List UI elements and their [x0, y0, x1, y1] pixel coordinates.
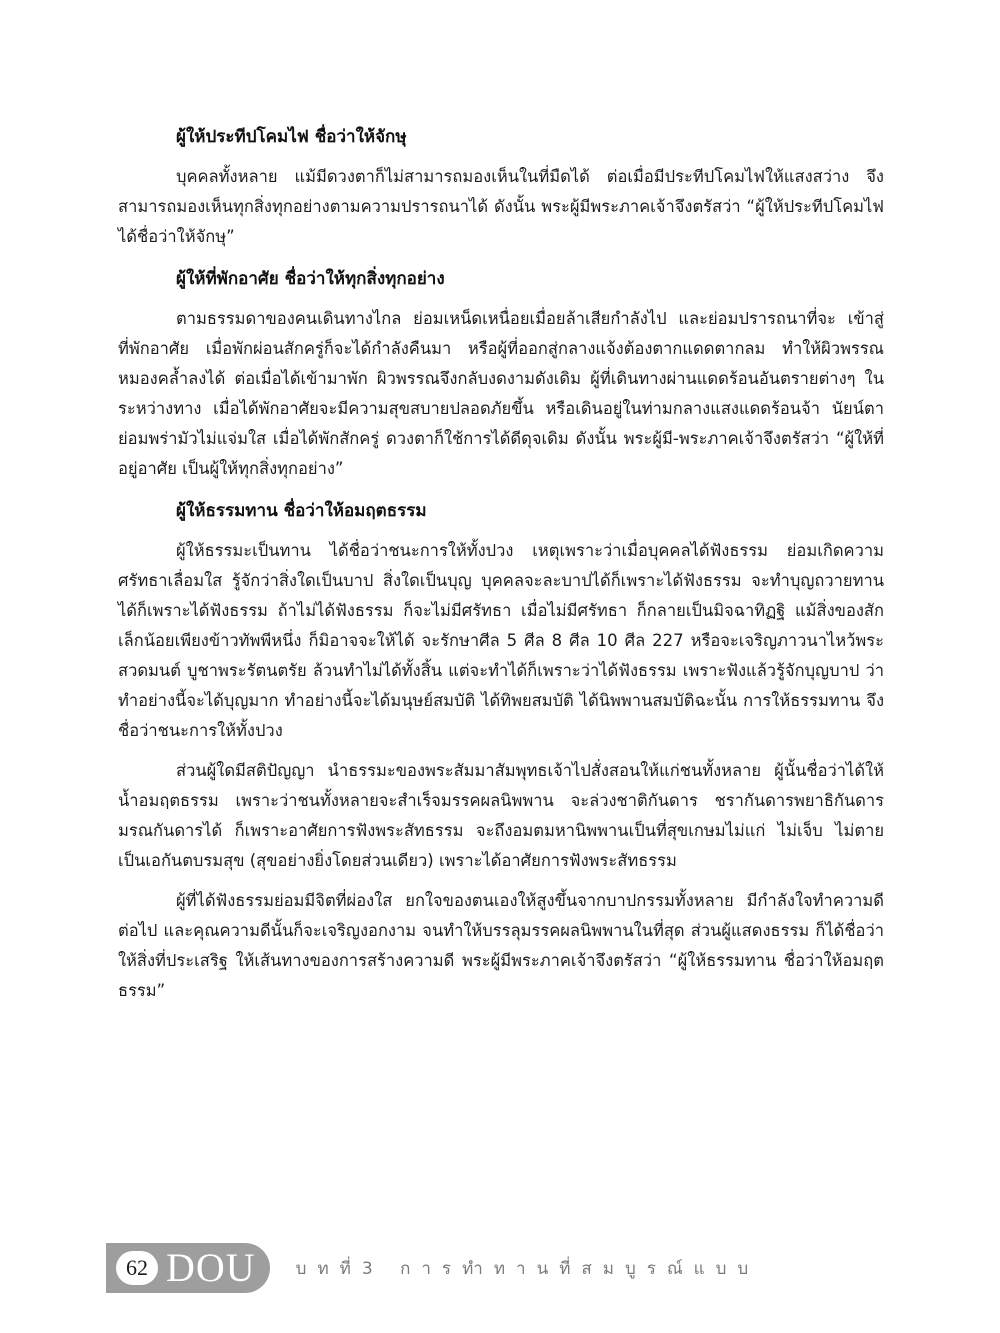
section-lamp-giving [118, 122, 884, 252]
footer-badge [106, 1243, 270, 1293]
page-body [118, 122, 884, 1016]
section-shelter-giving [118, 264, 884, 484]
page-number: 62 [116, 1251, 158, 1285]
page-footer [106, 1243, 759, 1293]
paragraph: ผู้ให้ธรรมะเป็นทาน ได้ชื่อว่าชนะการให้ทั้งปวง เหตุเพราะว่าเมื่อบุคคลได้ฟังธรรม ย่อมเกิดความศรัทธาเลื่อมใส รู้จักว่าสิ่งใดเป็นบาป สิ่งใดเป็นบุญ บุคคลจะละบาปได้ก็เพราะได้ฟังธรรม จะทำบุญถวายทานได้ก็เพราะได้ฟังธรรม ถ้าไม่ได้ฟังธรรม ก็จะไม่มีศรัทธา เมื่อไม่มีศรัทธา ก็กลายเป็นมิจฉาทิฏฐิ แม้สิ่งของสักเล็กน้อยเพียงข้าวทัพพีหนึ่ง ก็มิอาจจะให้ได้ จะรักษาศีล 5 ศีล 8 ศีล 10 ศีล 227 หรือจะเจริญภาวนาไหว้พระสวดมนต์ บูชาพระรัตนตรัย ล้วนทำไม่ได้ทั้งสิ้น แต่จะทำได้ก็เพราะว่าได้ฟังธรรม เพราะฟังแล้วรู้จักบุญบาป ว่าทำอย่างนี้จะได้บุญมาก ทำอย่างนี้จะได้มนุษย์สมบัติ ได้ทิพยสมบัติ ได้นิพพานสมบัติฉะนั้น การให้ธรรมทาน จึงชื่อว่าชนะการให้ทั้งปวง [118, 541, 884, 740]
paragraph: ส่วนผู้ใดมีสติปัญญา นำธรรมะของพระสัมมาสัมพุทธเจ้าไปสั่งสอนให้แก่ชนทั้งหลาย ผู้นั้นชื่อว่าได้ให้น้ำอมฤตธรรม เพราะว่าชนทั้งหลายจะสำเร็จมรรคผลนิพพาน จะล่วงชาติกันดาร ชรากันดารพยาธิกันดาร มรณกันดารได้ ก็เพราะอาศัยการฟังพระสัทธรรม จะถึงอมตมหานิพพานเป็นที่สุขเกษมไม่แก่ ไม่เจ็บ ไม่ตาย เป็นเอกันตบรมสุข (สุขอย่างยิ่งโดยส่วนเดียว) เพราะได้อาศัยการฟังพระสัทธรรม [118, 761, 884, 870]
paragraph: บุคคลทั้งหลาย แม้มีดวงตาก็ไม่สามารถมองเห็นในที่มืดได้ ต่อเมื่อมีประทีปโคมไฟให้แสงสว่าง จึงสามารถมองเห็นทุกสิ่งทุกอย่างตามความปรารถนาได้ ดังนั้น พระผู้มีพระภาคเจ้าจึงตรัสว่า “ผู้ให้ประทีปโคมไฟ ได้ชื่อว่าให้จักษุ” [118, 167, 884, 246]
chapter-title: บทที่3 การทำทานที่สมบูรณ์แบบ [295, 1258, 760, 1279]
paragraph: ผู้ที่ได้ฟังธรรมย่อมมีจิตที่ผ่องใส ยกใจของตนเองให้สูงขึ้นจากบาปกรรมทั้งหลาย มีกำลังใจทำความดีต่อไป และคุณความดีนั้นก็จะเจริญงอกงาม จนทำให้บรรลุมรรคผลนิพพานในที่สุด ส่วนผู้แสดงธรรม ก็ได้ชื่อว่าให้สิ่งที่ประเสริฐ ให้เส้นทางของการสร้างความดี พระผู้มีพระภาคเจ้าจึงตรัสว่า “ผู้ให้ธรรมทาน ชื่อว่าให้อมฤตธรรม” [118, 891, 884, 1000]
section-dhamma-giving [118, 496, 884, 1006]
section-heading: ผู้ให้ประทีปโคมไฟ ชื่อว่าให้จักษุ [176, 127, 407, 147]
paragraph: ตามธรรมดาของคนเดินทางไกล ย่อมเหน็ดเหนื่อยเมื่อยล้าเสียกำลังไป และย่อมปรารถนาที่จะ เข้าสู่ที่พักอาศัย เมื่อพักผ่อนสักครู่ก็จะได้กำลังคืนมา หรือผู้ที่ออกสู่กลางแจ้งต้องตากแดดตากลม ทำให้ผิวพรรณหมองคล้ำลงได้ ต่อเมื่อได้เข้ามาพัก ผิวพรรณจึงกลับงดงามดังเดิม ผู้ที่เดินทางผ่านแดดร้อนอันตรายต่างๆ ในระหว่างทาง เมื่อได้พักอาศัยจะมีความสุขสบายปลอดภัยขึ้น หรือเดินอยู่ในท่ามกลางแสงแดดร้อนจ้า นัยน์ตาย่อมพร่ามัวไม่แจ่มใส เมื่อได้พักสักครู่ ดวงตาก็ใช้การได้ดีดุจเดิม ดังนั้น พระผู้มี-พระภาคเจ้าจึงตรัสว่า “ผู้ให้ที่อยู่อาศัย เป็นผู้ให้ทุกสิ่งทุกอย่าง” [118, 309, 884, 478]
org-logo-text: DOU [166, 1245, 256, 1290]
section-heading: ผู้ให้ที่พักอาศัย ชื่อว่าให้ทุกสิ่งทุกอย่าง [176, 269, 445, 289]
section-heading: ผู้ให้ธรรมทาน ชื่อว่าให้อมฤตธรรม [176, 501, 427, 521]
